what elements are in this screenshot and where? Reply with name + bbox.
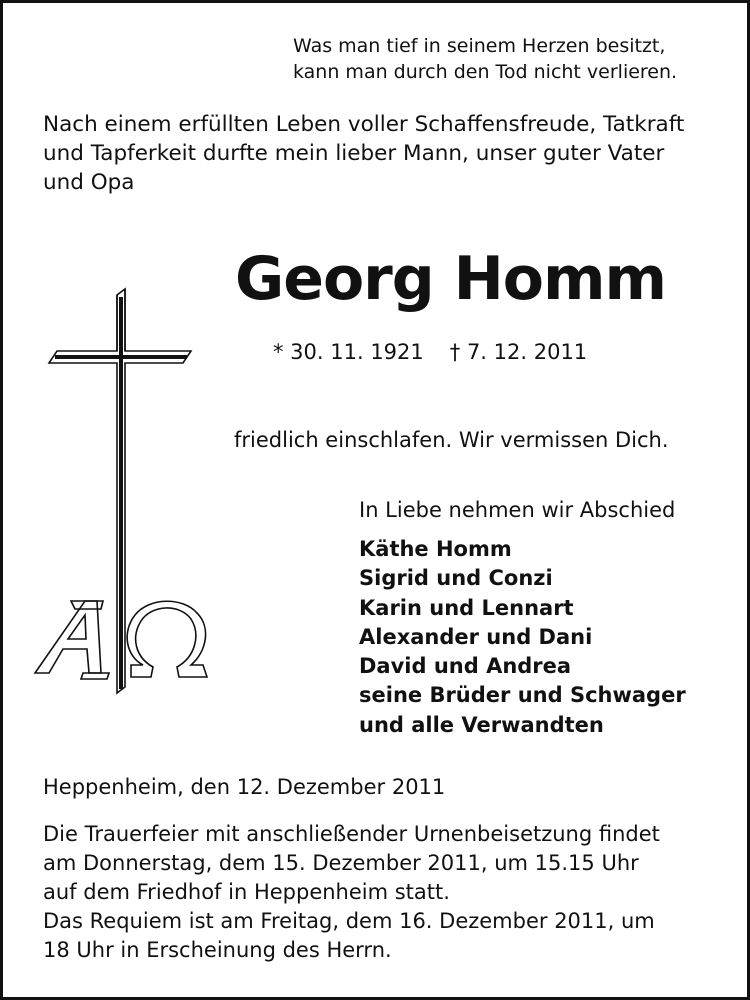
mourner-name: Sigrid und Conzi (359, 566, 553, 591)
cross-alpha-omega-icon (31, 285, 211, 705)
motto-line: kann man durch den Tod nicht verlieren. (293, 61, 678, 83)
death-date: † 7. 12. 2011 (449, 340, 588, 364)
mourner-name: David und Andrea (359, 654, 572, 679)
mourner-name: Karin und Lennart (359, 595, 574, 620)
funeral-info (43, 820, 660, 965)
birth-date: * 30. 11. 1921 (273, 340, 424, 364)
funeral-line: auf dem Friedhof in Heppenheim statt. (43, 880, 450, 904)
farewell-intro: In Liebe nehmen wir Abschied (359, 498, 676, 522)
funeral-line: am Donnerstag, dem 15. Dezember 2011, um 15.15 Uhr (43, 851, 639, 875)
passing-text: friedlich einschlafen. Wir vermissen Dich. (234, 428, 669, 452)
intro-line: und Opa (43, 170, 135, 195)
mourners-list (359, 535, 686, 740)
intro-line: Nach einem erfüllten Leben voller Schaffensfreude, Tatkraft (43, 112, 685, 137)
funeral-line: Die Trauerfeier mit anschließender Urnenbeisetzung findet (43, 822, 660, 846)
mourner-name: Alexander und Dani (359, 624, 593, 649)
funeral-line: Das Requiem ist am Freitag, dem 16. Dezember 2011, um (43, 909, 655, 933)
mourner-name: Käthe Homm (359, 537, 512, 561)
mourner-name: und alle Verwandten (359, 712, 604, 737)
mourner-name: seine Brüder und Schwager (359, 683, 686, 708)
intro-text (43, 110, 684, 197)
intro-line: und Tapferkeit durfte mein lieber Mann, unser guter Vater (43, 141, 665, 166)
place-and-date: Heppenheim, den 12. Dezember 2011 (43, 775, 446, 799)
motto-line: Was man tief in seinem Herzen besitzt, (293, 35, 666, 57)
deceased-name: Georg Homm (235, 244, 667, 314)
funeral-line: 18 Uhr in Erscheinung des Herrn. (43, 938, 392, 962)
life-dates (273, 337, 587, 367)
motto-quote (293, 33, 677, 85)
